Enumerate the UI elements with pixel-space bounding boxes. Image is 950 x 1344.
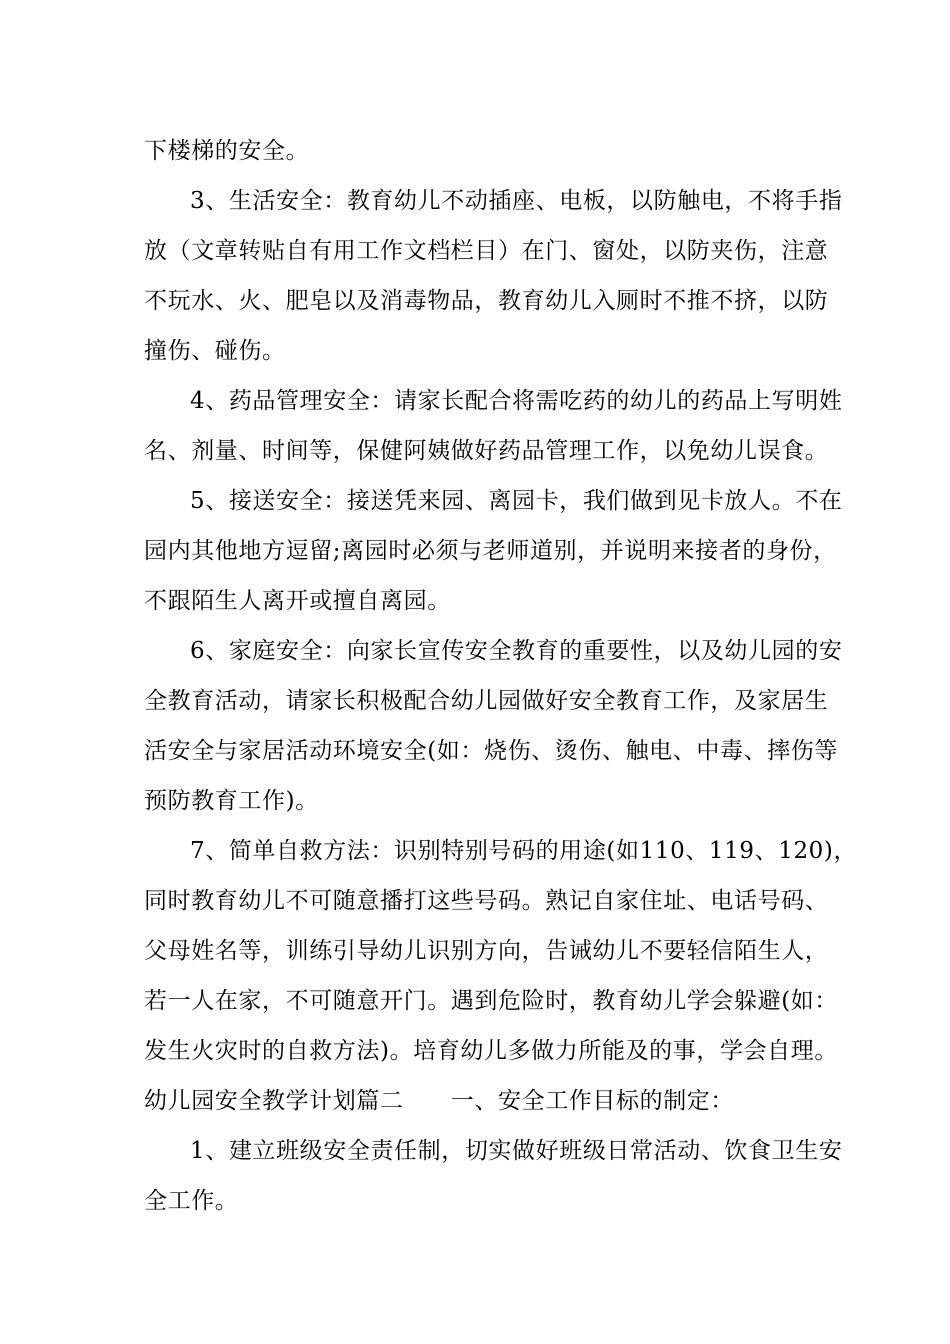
paragraph-7-line: 同时教育幼儿不可随意播打这些号码。熟记自家住址、电话号码、 (144, 888, 829, 914)
paragraph-6-line: 6、家庭安全：向家长宣传安全教育的重要性，以及幼儿园的安 (190, 638, 843, 664)
paragraph-3-line: 3、生活安全：教育幼儿不动插座、电板，以防触电，不将手指 (190, 188, 843, 214)
paragraph-6-line: 全教育活动，请家长积极配合幼儿园做好安全教育工作，及家居生 (144, 688, 829, 714)
paragraph-5-line: 不跟陌生人离开或擅自离园。 (144, 588, 451, 614)
section-heading: 幼儿园安全教学计划篇二 一、安全工作目标的制定： (144, 1088, 734, 1114)
paragraph-5-line: 5、接送安全：接送凭来园、离园卡，我们做到见卡放人。不在 (190, 488, 843, 514)
paragraph-3-line: 放（文章转贴自有用工作文档栏目）在门、窗处，以防夹伤，注意 (144, 238, 829, 264)
paragraph-4-line: 4、药品管理安全：请家长配合将需吃药的幼儿的药品上写明姓 (190, 388, 843, 414)
paragraph-7-line: 父母姓名等，训练引导幼儿识别方向，告诫幼儿不要轻信陌生人， (144, 938, 829, 964)
text-line: 下楼梯的安全。 (144, 138, 310, 164)
paragraph-1-line: 全工作。 (144, 1188, 239, 1214)
paragraph-7-line: 发生火灾时的自救方法)。培育幼儿多做力所能及的事，学会自理。 (144, 1038, 838, 1064)
paragraph-3-line: 撞伤、碰伤。 (144, 338, 286, 364)
paragraph-5-line: 园内其他地方逗留;离园时必须与老师道别，并说明来接者的身份， (144, 538, 837, 564)
paragraph-1-line: 1、建立班级安全责任制，切实做好班级日常活动、饮食卫生安 (190, 1138, 843, 1164)
paragraph-7-line: 7、简单自救方法：识别特别号码的用途(如110、119、120)， (190, 838, 858, 864)
paragraph-3-line: 不玩水、火、肥皂以及消毒物品，教育幼儿入厕时不推不挤，以防 (144, 288, 829, 314)
paragraph-6-line: 预防教育工作)。 (144, 788, 319, 814)
paragraph-4-line: 名、剂量、时间等，保健阿姨做好药品管理工作，以免幼儿误食。 (144, 438, 829, 464)
paragraph-6-line: 活安全与家居活动环境安全(如：烧伤、烫伤、触电、中毒、摔伤等 (144, 738, 838, 764)
paragraph-7-line: 若一人在家，不可随意开门。遇到危险时，教育幼儿学会躲避(如： (144, 988, 838, 1014)
